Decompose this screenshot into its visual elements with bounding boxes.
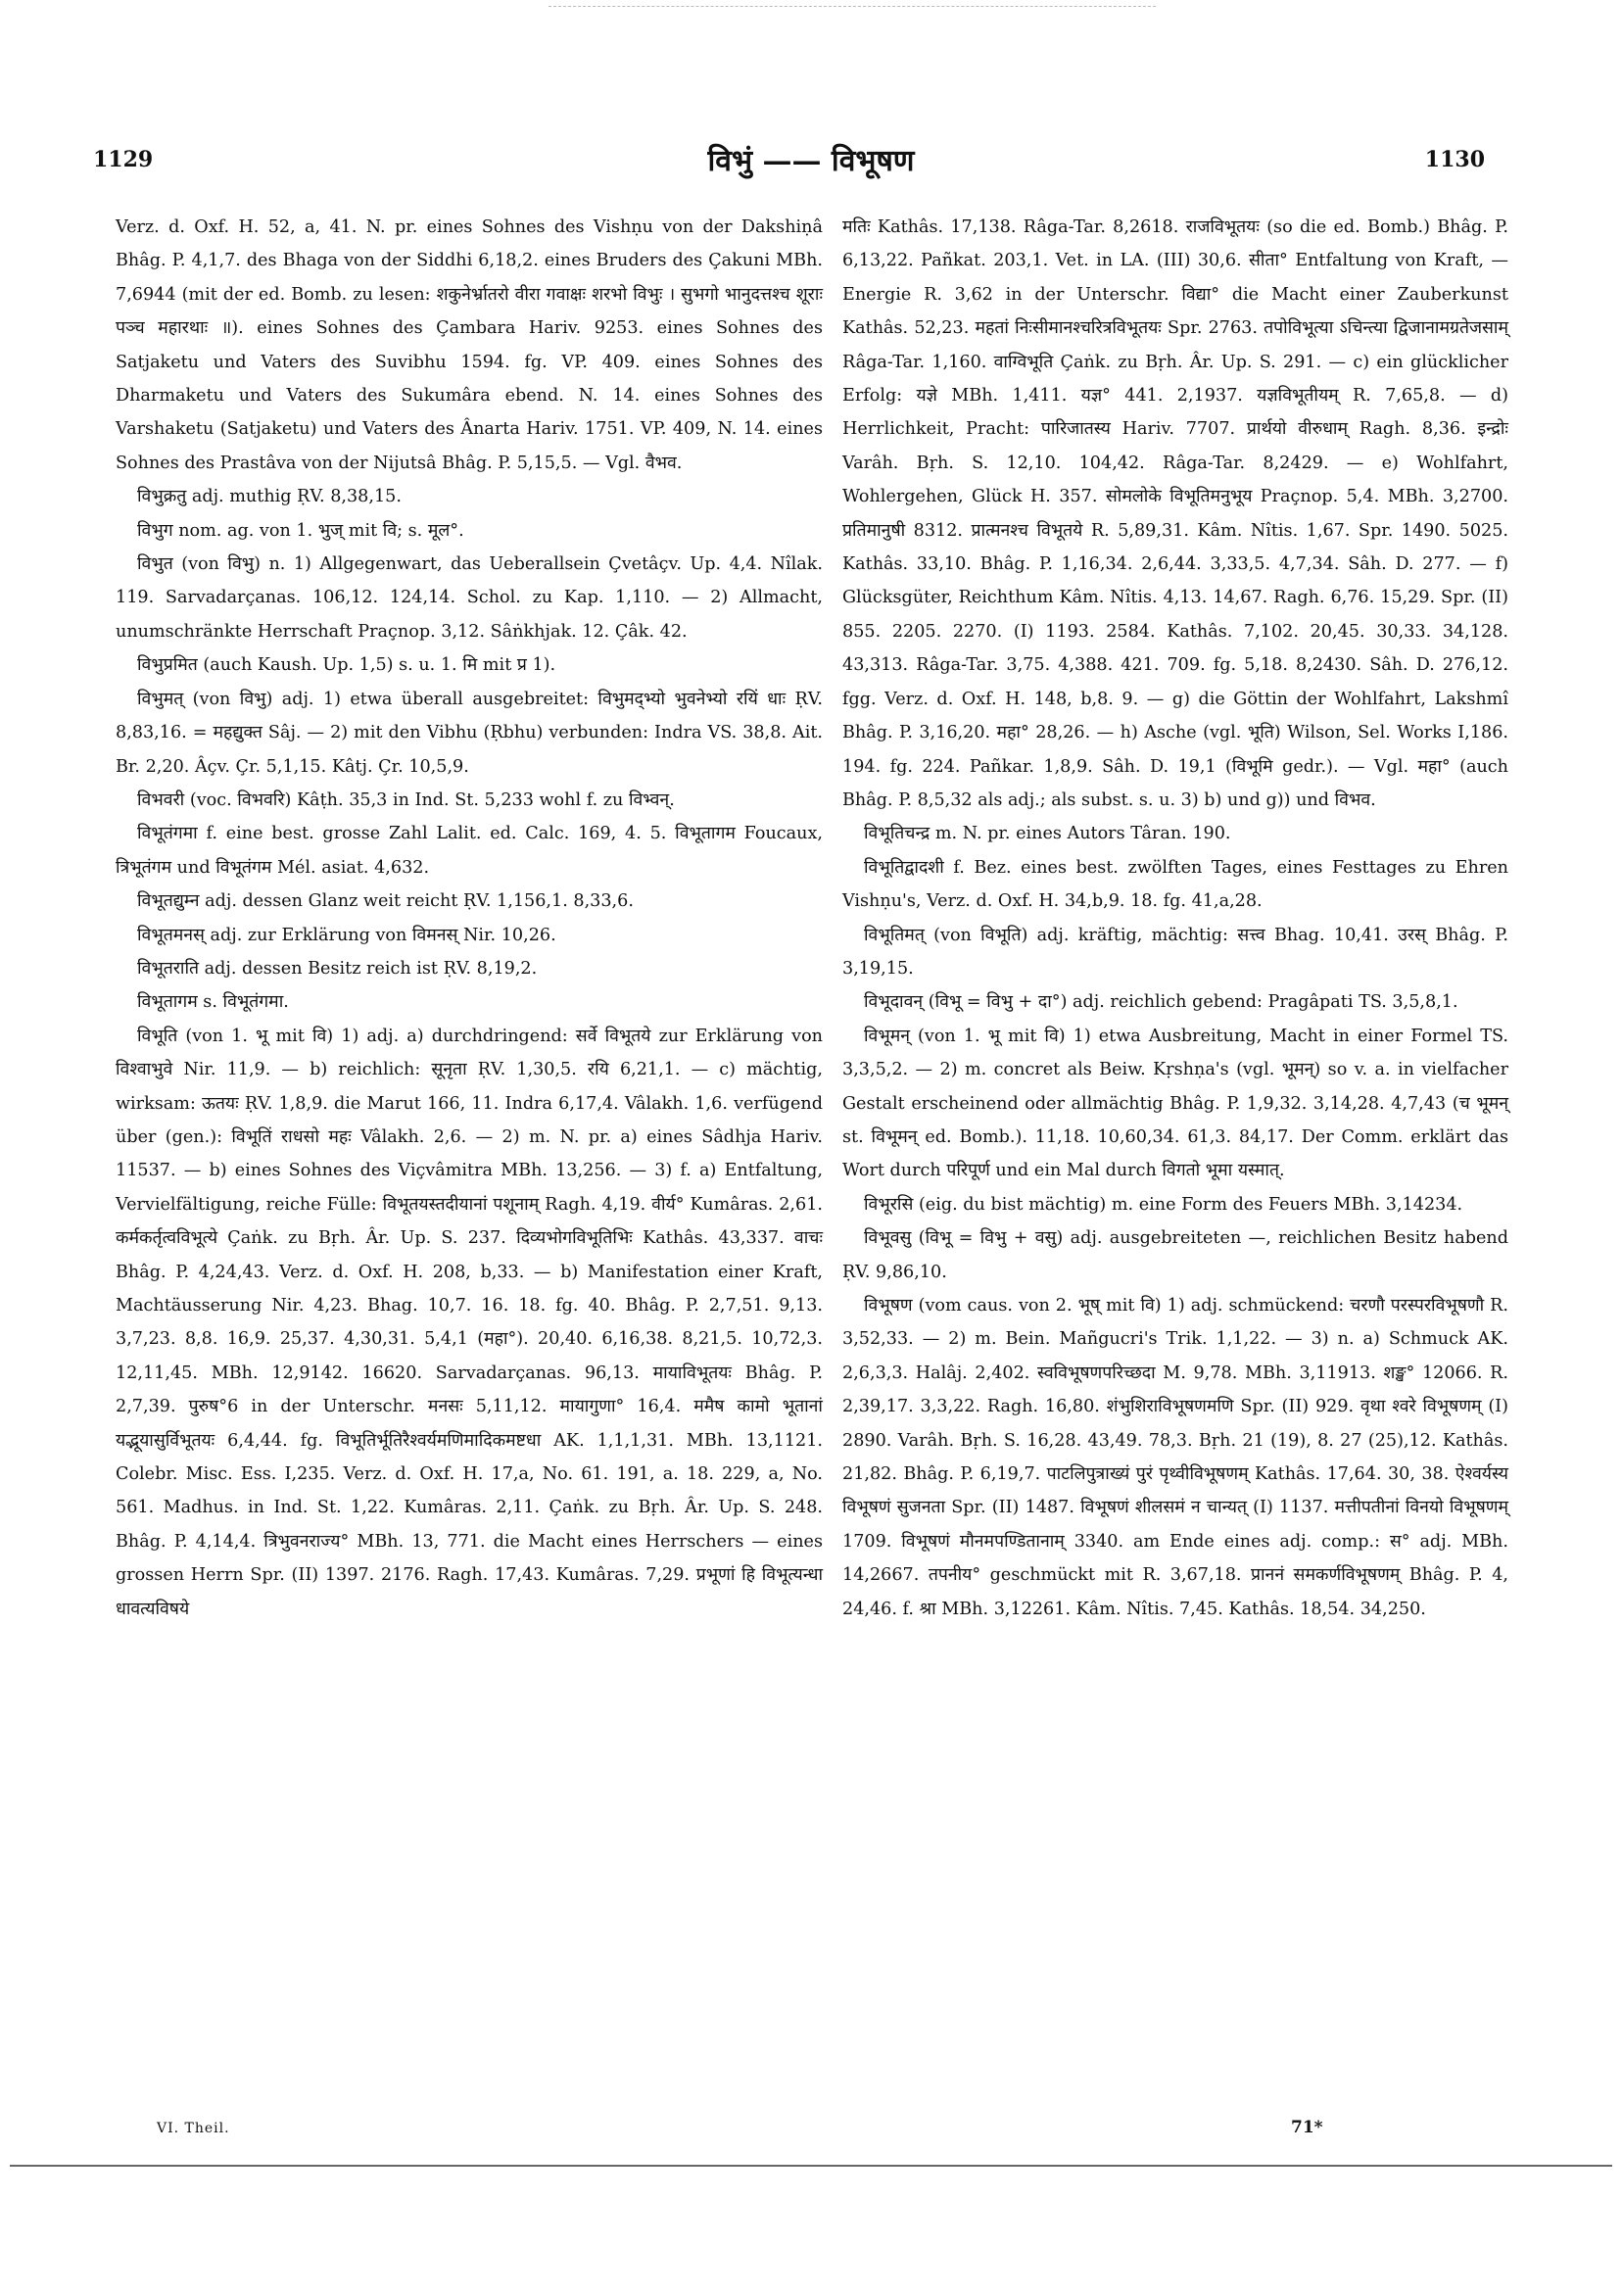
entry-paragraph: विभूतंगमा f. eine best. grosse Zahl Lalit. ed. Calc. 169, 4. 5. विभूतागम Foucaux, त्रिभूतंगम und विभूतंगम Mél. asiat. 4,632.	[116, 824, 823, 878]
entry-paragraph: विभूवसु (विभू = विभु + वसु) adj. ausgebreiteten —, reichlichen Besitz habend ṚV. 9,86,10.	[842, 1228, 1508, 1282]
running-head: विभुं —— विभूषण	[707, 144, 915, 178]
top-scan-edge	[549, 6, 1156, 7]
entry-paragraph: विभुग nom. ag. von 1. भुज् mit वि; s. मूल°.	[137, 520, 464, 541]
entry-paragraph: विभुत (von विभु) n. 1) Allgegenwart, das Ueberallsein Çvetâçv. Up. 4,4. Nîlak. 119. Sarvadarçanas. 106,12. 124,14. Schol. zu Kap. 1,110. — 2) Allmacht, unumschränkte Herrschaft Praçnop. 3,12. Sâṅkhjak. 12. Çâk. 42.	[116, 554, 823, 642]
right-column	[842, 211, 1508, 1626]
entry-paragraph: विभवरी (voc. विभवरि) Kâṭh. 35,3 in Ind. St. 5,233 wohl f. zu विभ्वन्.	[137, 789, 675, 810]
entry-paragraph: विभुप्रमित (auch Kaush. Up. 1,5) s. u. 1. मि mit प्र 1).	[137, 655, 556, 676]
bottom-scan-rule	[10, 2165, 1612, 2167]
page-number-right: 1130	[1424, 147, 1485, 172]
entry-paragraph: मतिः Kathâs. 17,138. Râga-Tar. 8,2618. राजविभूतयः (so die ed. Bomb.) Bhâg. P. 6,13,22. Pañkat. 203,1. Vet. in LA. (III) 30,6. सीता° Entfaltung von Kraft, — Energie R. 3,62 in der Unterschr. विद्या° die Macht einer Zauberkunst Kathâs. 52,23. महतां निःसीमानश्चरित्रविभूतयः Spr. 2763. तपोविभूत्या ऽचिन्त्या द्विजानामग्रतेजसाम् Râga-Tar. 1,160. वाग्विभूति Çaṅk. zu Bṛh. Âr. Up. S. 291. — c) ein glücklicher Erfolg: यज्ञे MBh. 1,411. यज्ञ° 441. 2,1937. यज्ञविभूतीयम् R. 7,65,8. — d) Herrlichkeit, Pracht: पारिजातस्य Hariv. 7707. प्रार्थयो वीरुधाम् Ragh. 8,36. इन्द्रोः Varâh. Bṛh. S. 12,10. 104,42. Râga-Tar. 8,2429. — e) Wohlfahrt, Wohlergehen, Glück H. 357. सोमलोके विभूतिमनुभूय Praçnop. 5,4. MBh. 3,2700. प्रतिमानुषी 8312. प्रात्मनश्च विभूतये R. 5,89,31. Kâm. Nîtis. 1,67. Spr. 1490. 5025. Kathâs. 33,10. Bhâg. P. 1,16,34. 2,6,44. 3,33,5. 4,7,34. Sâh. D. 277. — f) Glücksgüter, Reichthum Kâm. Nîtis. 4,13. 14,67. Ragh. 6,76. 15,29. Spr. (II) 855. 2205. 2270. (I) 1193. 2584. Kathâs. 7,102. 20,45. 30,33. 34,128. 43,313. Râga-Tar. 3,75. 4,388. 421. 709. fg. 5,18. 8,2430. Sâh. D. 276,12. fgg. Verz. d. Oxf. H. 148, b,8. 9. — g) die Göttin der Wohlfahrt, Lakshmî Bhâg. P. 3,16,20. महा° 28,26. — h) Asche (vgl. भूति) Wilson, Sel. Works I,186. 194. fg. 224. Pañkar. 1,8,9. Sâh. D. 19,1 (विभूमि gedr.). — Vgl. महा° (auch Bhâg. P. 8,5,32 als adj.; als subst. s. u. 3) b) und g)) und विभव.	[842, 217, 1508, 810]
volume-label: VI. Theil.	[157, 2121, 230, 2136]
entry-paragraph: विभूषण (vom caus. von 2. भूष् mit वि) 1) adj. schmückend: चरणौ परस्परविभूषणौ R. 3,52,33. — 2) m. Bein. Mañgucri's Trik. 1,1,22. — 3) n. a) Schmuck AK. 2,6,3,3. Halâj. 2,402. स्वविभूषणपरिच्छदा M. 9,78. MBh. 3,11913. शङ्ख° 12066. R. 2,39,17. 3,3,22. Ragh. 16,80. शंभुशिराविभूषणमणि Spr. (II) 929. वृथा श्वरे विभूषणम् (I) 2890. Varâh. Bṛh. S. 16,28. 43,49. 78,3. Bṛh. 21 (19), 8. 27 (25),12. Kathâs. 21,82. Bhâg. P. 6,19,7. पाटलिपुत्राख्यं पुरं पृथ्वीविभूषणम् Kathâs. 17,64. 30, 38. ऐश्वर्यस्य विभूषणं सुजनता Spr. (II) 1487. विभूषणं शीलसमं न चान्यत् (I) 1137. मत्तीपतीनां विनयो विभूषणम् 1709. विभूषणं मौनमपण्डितानाम् 3340. am Ende eines adj. comp.: स° adj. MBh. 14,2667. तपनीय° geschmückt mit R. 3,67,18. प्राननं समकर्णविभूषणम् Bhâg. P. 4, 24,46. f. श्रा MBh. 3,12261. Kâm. Nîtis. 7,45. Kathâs. 18,54. 34,250.	[842, 1296, 1508, 1619]
entry-paragraph: विभूति (von 1. भू mit वि) 1) adj. a) durchdringend: सर्वे विभूतये zur Erklärung von विश्वाभुवे Nir. 11,9. — b) reichlich: सूनृता ṚV. 1,30,5. रयि 6,21,1. — c) mächtig, wirksam: ऊतयः ṚV. 1,8,9. die Marut 166, 11. Indra 6,17,4. Vâlakh. 1,6. verfügend über (gen.): विभूतिं राधसो महः Vâlakh. 2,6. — 2) m. N. pr. a) eines Sâdhja Hariv. 11537. — b) eines Sohnes des Viçvâmitra MBh. 13,256. — 3) f. a) Entfaltung, Vervielfältigung, reiche Fülle: विभूतयस्तदीयानां पशूनाम् Ragh. 4,19. वीर्य° Kumâras. 2,61. कर्मकर्तृत्वविभूत्ये Çaṅk. zu Bṛh. Âr. Up. S. 237. दिव्यभोगविभूतिभिः Kathâs. 43,337. वाचः Bhâg. P. 4,24,43. Verz. d. Oxf. H. 208, b,33. — b) Manifestation einer Kraft, Machtäusserung Nir. 4,23. Bhag. 10,7. 16. 18. fg. 40. Bhâg. P. 2,7,51. 9,13. 3,7,23. 8,8. 16,9. 25,37. 4,30,31. 5,4,1 (महा°). 20,40. 6,16,38. 8,21,5. 10,72,3. 12,11,45. MBh. 12,9142. 16620. Sarvadarçanas. 96,13. मायाविभूतयः Bhâg. P. 2,7,39. पुरुष°6 in der Unterschr. मनसः 5,11,12. मायागुणा° 16,4. ममैष कामो भूतानां यद्भूयासुर्विभूतयः 6,4,44. fg. विभूतिर्भूतिरैश्वर्यमणिमादिकमष्टधा AK. 1,1,1,31. MBh. 13,1121. Colebr. Misc. Ess. I,235. Verz. d. Oxf. H. 17,a, No. 61. 191, a. 18. 229, a, No. 561. Madhus. in Ind. St. 1,22. Kumâras. 2,11. Çaṅk. zu Bṛh. Âr. Up. S. 248. Bhâg. P. 4,14,4. त्रिभुवनराज्य° MBh. 13, 771. die Macht eines Herrschers — eines grossen Herrn Spr. (II) 1397. 2176. Ragh. 17,43. Kumâras. 7,29. प्रभूणां हि विभूत्यन्धा धावत्यविषये	[116, 1026, 823, 1619]
entry-paragraph: विभूतराति adj. dessen Besitz reich ist ṚV. 8,19,2.	[137, 958, 538, 979]
entry-paragraph: विभूतद्युम्न adj. dessen Glanz weit reicht ṚV. 1,156,1. 8,33,6.	[137, 891, 634, 912]
entry-paragraph: विभूरसि (eig. du bist mächtig) m. eine Form des Feuers MBh. 3,14234.	[864, 1194, 1463, 1215]
entry-paragraph: विभूदावन् (विभू = विभु + दा°) adj. reichlich gebend: Pragâpati TS. 3,5,8,1.	[864, 992, 1458, 1013]
entry-paragraph: विभूतिद्वादशी f. Bez. eines best. zwölften Tages, eines Festtages zu Ehren Vishṇu's, Verz. d. Oxf. H. 34,b,9. 18. fg. 41,a,28.	[842, 857, 1508, 912]
entry-paragraph: विभूतिमत् (von विभूति) adj. kräftig, mächtig: सत्त्व Bhag. 10,41. उरस् Bhâg. P. 3,19,15.	[842, 925, 1508, 979]
entry-paragraph: Verz. d. Oxf. H. 52, a, 41. N. pr. eines Sohnes des Vishṇu von der Dakshiṇâ Bhâg. P. 4,1,7. des Bhaga von der Siddhi 6,18,2. eines Bruders des Çakuni MBh. 7,6944 (mit der ed. Bomb. zu lesen: शकुनेर्भ्रातरो वीरा गवाक्षः शरभो विभुः । सुभगो भानुदत्तश्च शूराः पञ्च महारथाः ॥). eines Sohnes des Çambara Hariv. 9253. eines Sohnes des Satjaketu und Vaters des Suvibhu 1594. fg. VP. 409. eines Sohnes des Dharmaketu und Vaters des Sukumâra ebend. N. 14. eines Sohnes des Varshaketu (Satjaketu) und Vaters des Ânarta Hariv. 1751. VP. 409, N. 14. eines Sohnes des Prastâva von der Nijutsâ Bhâg. P. 5,15,5. — Vgl. वैभव.	[116, 217, 823, 473]
page-number-left: 1129	[93, 147, 154, 172]
entry-paragraph: विभूतागम s. विभूतंगमा.	[137, 992, 289, 1013]
entry-paragraph: विभूमन् (von 1. भू mit वि) 1) etwa Ausbreitung, Macht in einer Formel TS. 3,3,5,2. — 2) m. concret als Beiw. Kṛshṇa's (vgl. भूमन्) so v. a. in vielfacher Gestalt erscheinend oder allmächtig Bhâg. P. 1,9,32. 3,14,28. 4,7,43 (च भूमन् st. विभूमन् ed. Bomb.). 11,18. 10,60,34. 61,3. 84,17. Der Comm. erklärt das Wort durch परिपूर्ण und ein Mal durch विगतो भूमा यस्मात्.	[842, 1026, 1508, 1181]
entry-paragraph: विभूतमनस् adj. zur Erklärung von विमनस् Nir. 10,26.	[137, 925, 556, 945]
entry-paragraph: विभुमत् (von विभु) adj. 1) etwa überall ausgebreitet: विभुमद्भ्यो भुवनेभ्यो रयिं धाः ṚV. 8,83,16. = महद्युक्त Sâj. — 2) mit den Vibhu (Ṛbhu) verbunden: Indra VS. 38,8. Ait. Br. 2,20. Âçv. Çr. 5,1,15. Kâtj. Çr. 10,5,9.	[116, 689, 823, 777]
left-column	[116, 211, 823, 1626]
signature-mark: 71*	[1291, 2118, 1323, 2137]
entry-paragraph: विभुक्रतु adj. muthig ṚV. 8,38,15.	[137, 487, 402, 507]
entry-paragraph: विभूतिचन्द्र m. N. pr. eines Autors Târan. 190.	[864, 824, 1231, 844]
